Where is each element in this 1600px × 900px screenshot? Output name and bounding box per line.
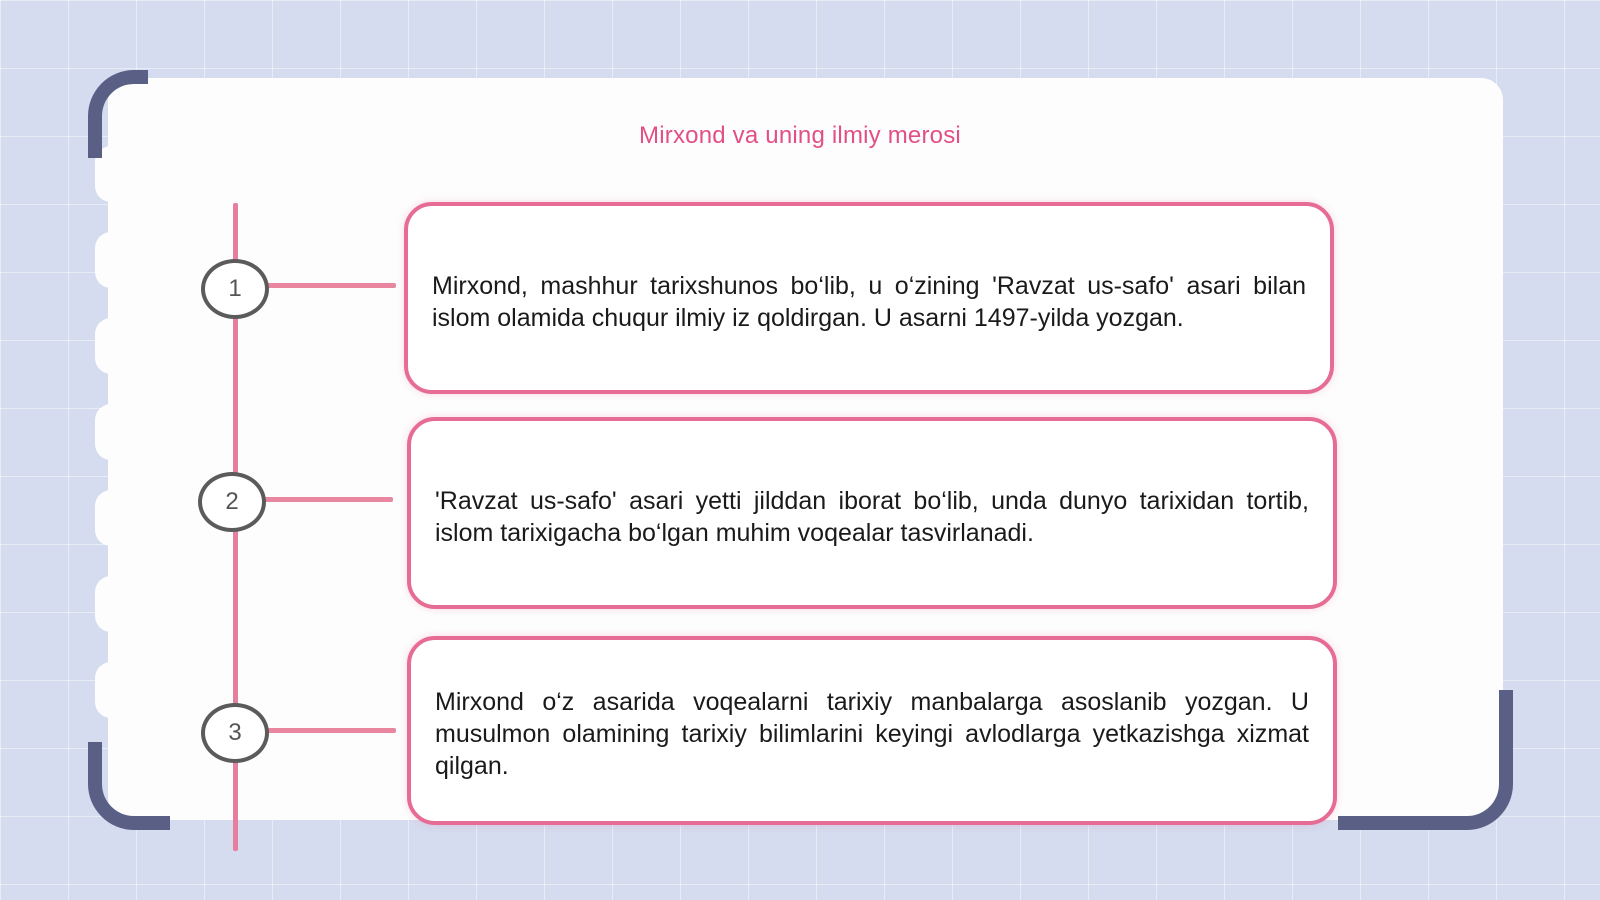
timeline-text: 'Ravzat us-safo' asari yetti jilddan iborat bo‘lib, unda dunyo tarixidan tortib, islom tarixigacha bo‘lgan muhim voqealar tasvirlanadi.	[435, 487, 1309, 547]
timeline-step-number: 3	[201, 703, 269, 763]
timeline-text-box	[407, 636, 1337, 825]
paper-tear-bump	[95, 318, 127, 374]
timeline-connector	[264, 728, 396, 733]
paper-tear-bump	[95, 662, 127, 718]
paper-tear-bump	[95, 576, 127, 632]
timeline-connector	[261, 497, 393, 502]
paper-tear-bump	[95, 232, 127, 288]
corner-bracket-bottom-left	[88, 742, 170, 830]
corner-bracket-bottom-right	[1338, 690, 1513, 830]
timeline-text: Mirxond o‘z asarida voqealarni tarixiy manbalarga asoslanib yozgan. U musulmon olamining tarixiy bilimlarini keyingi avlodlarga yetkazishga xizmat qilgan.	[435, 688, 1309, 780]
timeline-text-box	[407, 417, 1337, 609]
paper-tear-bump	[95, 404, 127, 460]
timeline-step-number: 2	[198, 472, 266, 532]
timeline-text-box	[404, 202, 1334, 394]
timeline-step-number: 1	[201, 259, 269, 319]
slide-title: Mirxond va uning ilmiy merosi	[639, 122, 961, 149]
corner-bracket-top-left	[88, 70, 148, 158]
paper-tear-bump	[95, 490, 127, 546]
timeline-text: Mirxond, mashhur tarixshunos bo‘lib, u o‘zining 'Ravzat us-safo' asari bilan islom olamida chuqur ilmiy iz qoldirgan. U asarni 1497-yilda yozgan.	[432, 272, 1306, 332]
timeline-connector	[264, 283, 396, 288]
